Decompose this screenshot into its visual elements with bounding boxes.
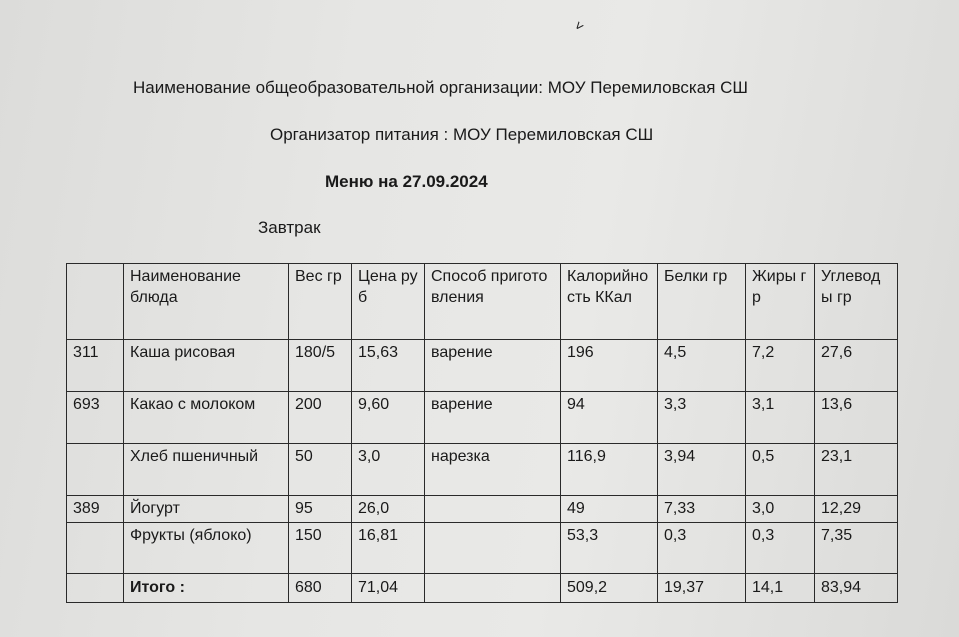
cell-protein: 7,33 bbox=[658, 496, 746, 523]
cell-kcal: 116,9 bbox=[561, 444, 658, 496]
cell-kcal: 49 bbox=[561, 496, 658, 523]
table-row bbox=[67, 340, 898, 392]
header-cell-kcal: Калорийность ККал bbox=[561, 264, 658, 340]
cell-fat: 3,0 bbox=[746, 496, 815, 523]
cell-protein: 3,94 bbox=[658, 444, 746, 496]
cell-method: нарезка bbox=[425, 444, 561, 496]
organization-line: Наименование общеобразовательной организации: МОУ Перемиловская СШ bbox=[133, 78, 748, 97]
cell-fat: 0,5 bbox=[746, 444, 815, 496]
cell-fat: 3,1 bbox=[746, 392, 815, 444]
cell-carbs: 13,6 bbox=[815, 392, 898, 444]
cell-protein: 4,5 bbox=[658, 340, 746, 392]
total-label-cell bbox=[124, 574, 289, 603]
total-row bbox=[67, 574, 898, 603]
total-fat: 14,1 bbox=[746, 574, 815, 603]
header-cell-code bbox=[67, 264, 124, 340]
cell-method bbox=[425, 496, 561, 523]
cell-carbs: 12,29 bbox=[815, 496, 898, 523]
cell-code: 389 bbox=[67, 496, 124, 523]
cell-carbs: 23,1 bbox=[815, 444, 898, 496]
cell-protein: 3,3 bbox=[658, 392, 746, 444]
cell-kcal: 53,3 bbox=[561, 523, 658, 574]
total-carbs: 83,94 bbox=[815, 574, 898, 603]
header-cell-price: Цена руб bbox=[352, 264, 425, 340]
cell-price: 3,0 bbox=[352, 444, 425, 496]
cell-code: 311 bbox=[67, 340, 124, 392]
cell-name: Йогурт bbox=[124, 496, 289, 523]
header-cell-carbs: Углеводы гр bbox=[815, 264, 898, 340]
cell-fat: 0,3 bbox=[746, 523, 815, 574]
total-weight: 680 bbox=[289, 574, 352, 603]
total-label: Итого : bbox=[130, 579, 185, 596]
menu-date-title: Меню на 27.09.2024 bbox=[325, 172, 488, 191]
cell-protein: 0,3 bbox=[658, 523, 746, 574]
cell-weight: 150 bbox=[289, 523, 352, 574]
cell-carbs: 7,35 bbox=[815, 523, 898, 574]
header-cell-method: Способ приготовления bbox=[425, 264, 561, 340]
cell-method: варение bbox=[425, 392, 561, 444]
meal-label: Завтрак bbox=[258, 218, 321, 237]
cell-code bbox=[67, 444, 124, 496]
cell-price: 16,81 bbox=[352, 523, 425, 574]
cell-method bbox=[425, 574, 561, 603]
header-cell-fat: Жиры гр bbox=[746, 264, 815, 340]
cell-price: 26,0 bbox=[352, 496, 425, 523]
cell-weight: 180/5 bbox=[289, 340, 352, 392]
table-row bbox=[67, 392, 898, 444]
header-cell-name: Наименование блюда bbox=[124, 264, 289, 340]
total-price: 71,04 bbox=[352, 574, 425, 603]
organizer-line: Организатор питания : МОУ Перемиловская СШ bbox=[270, 125, 654, 144]
cell-weight: 200 bbox=[289, 392, 352, 444]
pen-mark: ˅ bbox=[570, 17, 588, 35]
cell-fat: 7,2 bbox=[746, 340, 815, 392]
cell-code bbox=[67, 574, 124, 603]
table-row bbox=[67, 444, 898, 496]
table-row bbox=[67, 496, 898, 523]
cell-carbs: 27,6 bbox=[815, 340, 898, 392]
header-cell-weight: Вес гр bbox=[289, 264, 352, 340]
cell-name: Хлеб пшеничный bbox=[124, 444, 289, 496]
cell-method bbox=[425, 523, 561, 574]
total-kcal: 509,2 bbox=[561, 574, 658, 603]
cell-kcal: 196 bbox=[561, 340, 658, 392]
cell-price: 15,63 bbox=[352, 340, 425, 392]
cell-price: 9,60 bbox=[352, 392, 425, 444]
cell-name: Каша рисовая bbox=[124, 340, 289, 392]
table-header-row bbox=[67, 264, 898, 340]
table-row bbox=[67, 523, 898, 574]
total-protein: 19,37 bbox=[658, 574, 746, 603]
menu-table bbox=[66, 263, 898, 603]
cell-method: варение bbox=[425, 340, 561, 392]
cell-name: Фрукты (яблоко) bbox=[124, 523, 289, 574]
cell-code bbox=[67, 523, 124, 574]
cell-code: 693 bbox=[67, 392, 124, 444]
cell-kcal: 94 bbox=[561, 392, 658, 444]
cell-weight: 50 bbox=[289, 444, 352, 496]
header-cell-protein: Белки гр bbox=[658, 264, 746, 340]
cell-weight: 95 bbox=[289, 496, 352, 523]
cell-name: Какао с молоком bbox=[124, 392, 289, 444]
